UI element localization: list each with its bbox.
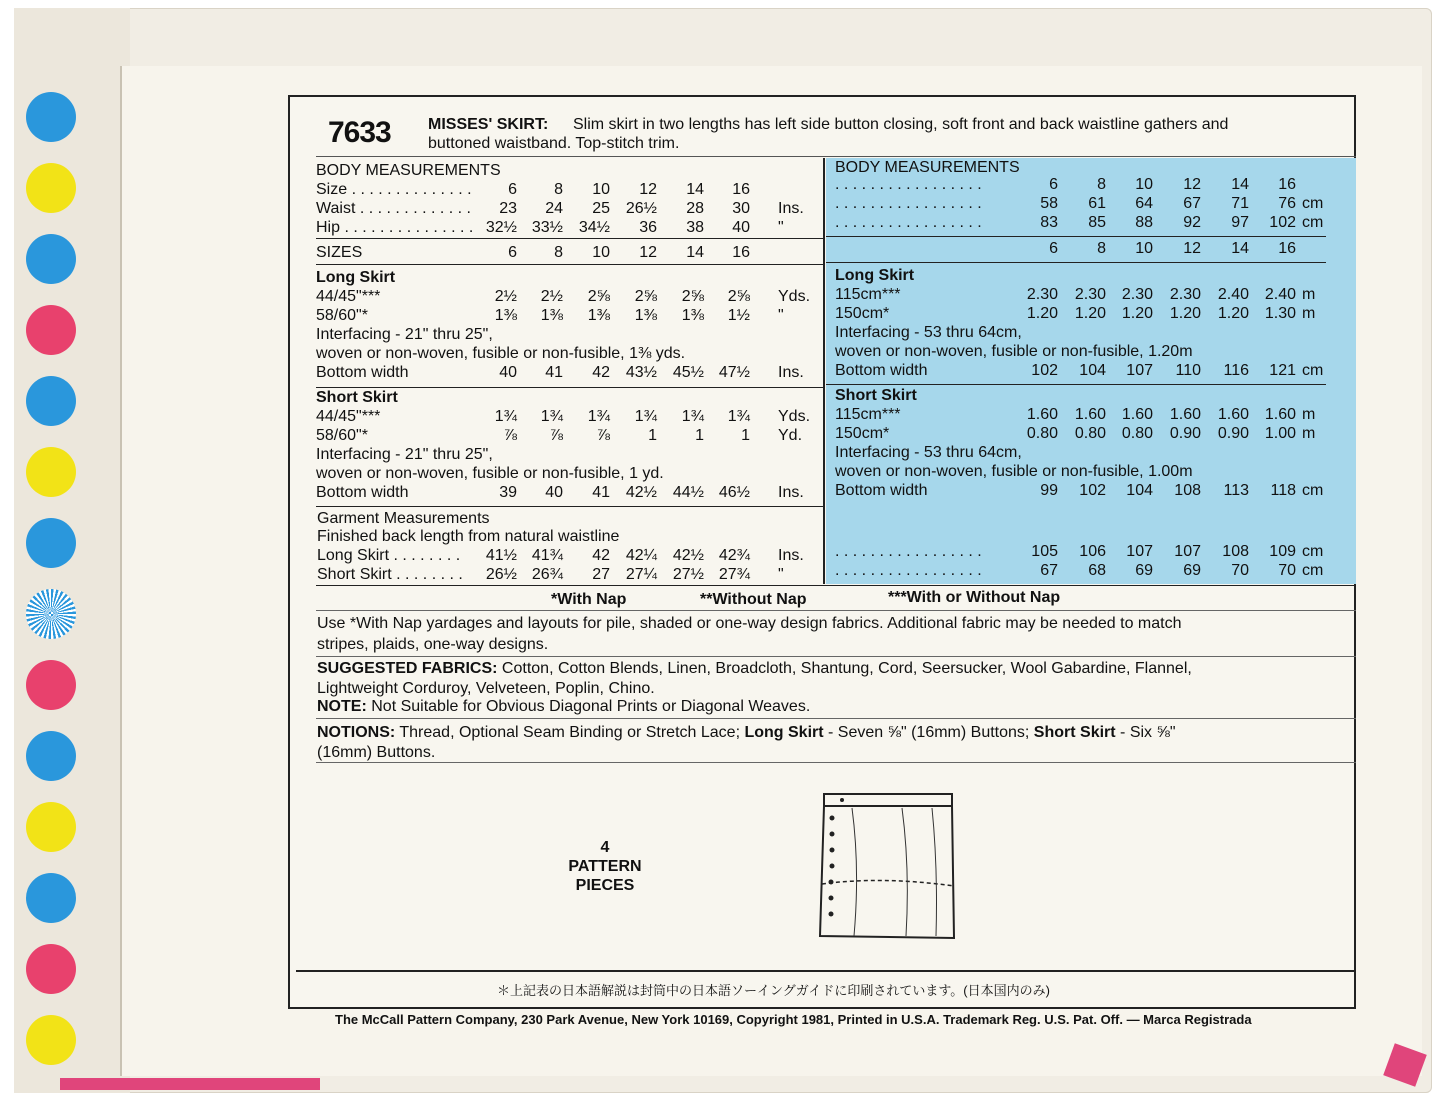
long-skirt-heading: Long Skirt <box>316 269 396 286</box>
metric-body-measurement-value: 12 <box>1183 176 1201 193</box>
metric-body-measurement-label: . . . . . . . . . . . . . . . . . <box>835 176 982 193</box>
bottom-width-value: 113 <box>1223 482 1249 499</box>
body-measurement-value: 16 <box>732 181 750 198</box>
center-divider <box>823 158 825 584</box>
yardage-unit: m <box>1302 425 1316 442</box>
yardage-value: 1¾ <box>727 408 750 425</box>
bottom-width-value: 45½ <box>672 364 704 381</box>
note-label: NOTE: <box>317 698 367 715</box>
rule-nap <box>316 610 1356 611</box>
rule-fabrics <box>316 718 1356 719</box>
rule-right-1 <box>826 236 1326 237</box>
pattern-pieces-label-1: PATTERN <box>568 858 642 875</box>
color-dot <box>26 802 76 852</box>
yardage-label: 58/60"* <box>316 427 368 444</box>
short-skirt-heading: Short Skirt <box>835 387 917 404</box>
yardage-value: 1⅜ <box>587 307 610 324</box>
body-measurement-value: 40 <box>732 219 750 236</box>
yardage-value: 1.30 <box>1264 305 1296 322</box>
metric-body-measurement-value: 58 <box>1040 195 1058 212</box>
size-value: 14 <box>686 244 704 261</box>
notions-short-label: Short Skirt <box>1033 724 1116 741</box>
body-measurement-value: 12 <box>639 181 657 198</box>
metric-garment-length-value: 109 <box>1269 543 1296 560</box>
yardage-value: 1 <box>741 427 750 444</box>
bottom-width-value: 42 <box>592 364 610 381</box>
metric-size-value: 12 <box>1183 240 1201 257</box>
metric-garment-length-value: 105 <box>1031 543 1058 560</box>
bottom-width-value: 116 <box>1223 362 1249 379</box>
metric-size-value: 8 <box>1097 240 1106 257</box>
suggested-fabrics-label: SUGGESTED FABRICS: <box>317 660 498 677</box>
bottom-width-value: 102 <box>1079 482 1106 499</box>
yardage-value: 0.80 <box>1121 425 1153 442</box>
nap-note-line-1: Use *With Nap yardages and layouts for pile, shaded or one-way design fabrics. Additional fabric may be needed to match <box>317 615 1182 632</box>
bottom-width-value: 44½ <box>672 484 704 501</box>
yardage-value: 2⅝ <box>681 288 704 305</box>
body-measurement-unit: Ins. <box>778 200 804 217</box>
nap-legend-with: *With Nap <box>551 591 627 608</box>
bottom-width-value: 42½ <box>625 484 657 501</box>
yardage-value: 2.30 <box>1026 286 1058 303</box>
color-dot <box>26 660 76 710</box>
metric-garment-length-value: 106 <box>1079 543 1106 560</box>
notions-text-a: Thread, Optional Seam Binding or Stretch Lace; <box>399 724 741 741</box>
bottom-width-value: 40 <box>499 364 517 381</box>
metric-body-measurement-value: 71 <box>1231 195 1249 212</box>
metric-body-measurement-value: 88 <box>1135 214 1153 231</box>
metric-body-measurement-unit: cm <box>1302 214 1324 231</box>
pink-edge-strip <box>60 1078 320 1090</box>
body-measurement-value: 30 <box>732 200 750 217</box>
body-measurement-value: 34½ <box>578 219 610 236</box>
yardage-label: 44/45"*** <box>316 408 381 425</box>
body-measurement-unit: " <box>778 219 784 236</box>
size-value: 6 <box>508 244 517 261</box>
yardage-value: 1.60 <box>1074 406 1106 423</box>
bottom-width-value: 107 <box>1126 362 1153 379</box>
yardage-value: ⅞ <box>596 427 610 444</box>
yardage-value: 1.60 <box>1264 406 1296 423</box>
bottom-width-value: 43½ <box>625 364 657 381</box>
yardage-value: ⅞ <box>503 427 517 444</box>
metric-body-measurement-value: 64 <box>1135 195 1153 212</box>
yardage-unit: Yds. <box>778 288 811 305</box>
interfacing-line-1: Interfacing - 21" thru 25", <box>316 446 493 463</box>
metric-garment-length-unit: cm <box>1302 562 1324 579</box>
bottom-width-label: Bottom width <box>835 362 928 379</box>
color-dot <box>26 873 76 923</box>
bottom-width-value: 39 <box>499 484 517 501</box>
yardage-unit: Yds. <box>778 408 811 425</box>
metric-garment-length-value: 69 <box>1183 562 1201 579</box>
metric-garment-length-value: 69 <box>1135 562 1153 579</box>
bottom-width-label: Bottom width <box>316 364 409 381</box>
garment-length-label: Long Skirt . . . . . . . . <box>317 547 461 564</box>
garment-length-label: Short Skirt . . . . . . . . <box>317 566 463 583</box>
body-measurement-value: 25 <box>592 200 610 217</box>
yardage-value: 0.90 <box>1217 425 1249 442</box>
bottom-width-value: 46½ <box>718 484 750 501</box>
yardage-label: 115cm*** <box>835 406 901 423</box>
suggested-fabrics-text: Cotton, Cotton Blends, Linen, Broadcloth, Shantung, Cord, Seersucker, Wool Gabardine, Flannel, <box>501 660 1192 677</box>
metric-body-measurements-heading: BODY MEASUREMENTS <box>835 159 1020 176</box>
bottom-width-value: 121 <box>1269 362 1296 379</box>
body-measurement-value: 8 <box>554 181 563 198</box>
metric-garment-length-value: 107 <box>1174 543 1201 560</box>
body-measurement-value: 24 <box>545 200 563 217</box>
garment-length-value: 27 <box>592 566 610 583</box>
metric-body-measurement-value: 83 <box>1040 214 1058 231</box>
yardage-unit: Yd. <box>778 427 803 444</box>
metric-body-measurement-value: 61 <box>1088 195 1106 212</box>
yardage-value: 1¾ <box>494 408 517 425</box>
color-dot <box>26 234 76 284</box>
bottom-width-unit: cm <box>1302 362 1324 379</box>
notions-text-b: - Seven ⅝" (16mm) Buttons; <box>828 724 1030 741</box>
yardage-unit: m <box>1302 305 1316 322</box>
yardage-value: 1.60 <box>1026 406 1058 423</box>
metric-garment-length-label: . . . . . . . . . . . . . . . . . <box>835 562 982 579</box>
color-dot <box>26 305 76 355</box>
nap-legend-without: **Without Nap <box>700 591 807 608</box>
metric-body-measurement-value: 67 <box>1183 195 1201 212</box>
metric-size-value: 6 <box>1049 240 1058 257</box>
yardage-value: 1⅜ <box>681 307 704 324</box>
metric-body-measurement-value: 8 <box>1097 176 1106 193</box>
publisher-footer: The McCall Pattern Company, 230 Park Avenue, New York 10169, Copyright 1981, Printed in U.S.A. Trademark Reg. U.S. Pat. Off. — Marca Registrada <box>335 1012 1252 1027</box>
yardage-value: 0.80 <box>1074 425 1106 442</box>
yardage-value: 0.90 <box>1169 425 1201 442</box>
metric-garment-length-value: 67 <box>1040 562 1058 579</box>
garment-length-value: 42½ <box>672 547 704 564</box>
bottom-width-value: 40 <box>545 484 563 501</box>
metric-garment-length-value: 108 <box>1222 543 1249 560</box>
long-skirt-heading: Long Skirt <box>835 267 915 284</box>
notions-long-label: Long Skirt <box>744 724 824 741</box>
color-dot <box>26 589 76 639</box>
yardage-label: 150cm* <box>835 425 890 442</box>
yardage-value: 2.30 <box>1121 286 1153 303</box>
yardage-value: 0.80 <box>1026 425 1058 442</box>
description-line-2: buttoned waistband. Top-stitch trim. <box>428 135 680 152</box>
yardage-label: 115cm*** <box>835 286 901 303</box>
color-dot <box>26 518 76 568</box>
body-measurement-value: 38 <box>686 219 704 236</box>
yardage-value: 1.20 <box>1026 305 1058 322</box>
yardage-value: 2⅝ <box>727 288 750 305</box>
interfacing-line-1: Interfacing - 53 thru 64cm, <box>835 444 1022 461</box>
note-line <box>317 698 810 716</box>
garment-measurements-subheading: Finished back length from natural waistline <box>317 528 620 545</box>
rule-garment <box>316 585 1356 586</box>
color-dot <box>26 376 76 426</box>
nap-legend-either: ***With or Without Nap <box>888 589 1061 606</box>
body-measurement-value: 33½ <box>531 219 563 236</box>
metric-body-measurement-value: 92 <box>1183 214 1201 231</box>
metric-garment-length-value: 68 <box>1088 562 1106 579</box>
color-dot <box>26 944 76 994</box>
color-dot <box>26 1015 76 1065</box>
suggested-fabrics-line-1 <box>317 660 1192 678</box>
garment-length-value: 26¾ <box>531 566 563 583</box>
bottom-width-value: 102 <box>1031 362 1058 379</box>
metric-body-measurement-value: 16 <box>1278 176 1296 193</box>
yardage-value: 1.60 <box>1217 406 1249 423</box>
color-dot <box>26 163 76 213</box>
pattern-title: MISSES' SKIRT: <box>428 116 549 133</box>
garment-length-value: 27¾ <box>718 566 750 583</box>
interfacing-line-2: woven or non-woven, fusible or non-fusible, 1⅜ yds. <box>316 345 686 362</box>
garment-length-unit: Ins. <box>778 547 804 564</box>
metric-body-measurement-unit: cm <box>1302 195 1324 212</box>
garment-length-value: 42 <box>592 547 610 564</box>
pattern-pieces-label-2: PIECES <box>575 877 635 894</box>
garment-length-value: 27½ <box>672 566 704 583</box>
rule-japanese-top <box>296 970 1356 972</box>
body-measurement-label: Hip . . . . . . . . . . . . . . . <box>316 219 474 236</box>
interfacing-line-1: Interfacing - 53 thru 64cm, <box>835 324 1022 341</box>
pattern-number: 7633 <box>328 116 391 149</box>
metric-garment-length-unit: cm <box>1302 543 1324 560</box>
metric-size-value: 16 <box>1278 240 1296 257</box>
yardage-value: 2.40 <box>1217 286 1249 303</box>
color-dot <box>26 92 76 142</box>
bottom-width-unit: cm <box>1302 482 1324 499</box>
rule-left-2 <box>316 264 823 265</box>
metric-body-measurement-value: 6 <box>1049 176 1058 193</box>
metric-body-measurement-value: 10 <box>1135 176 1153 193</box>
rule-right-3 <box>826 384 1326 385</box>
metric-garment-length-value: 107 <box>1126 543 1153 560</box>
size-value: 10 <box>592 244 610 261</box>
metric-garment-length-value: 70 <box>1278 562 1296 579</box>
notions-line-2: (16mm) Buttons. <box>317 744 436 761</box>
yardage-value: 1.20 <box>1217 305 1249 322</box>
color-dot <box>26 447 76 497</box>
body-measurement-value: 23 <box>499 200 517 217</box>
yardage-label: 150cm* <box>835 305 890 322</box>
yardage-value: 1.20 <box>1169 305 1201 322</box>
body-measurement-value: 14 <box>686 181 704 198</box>
yardage-unit: " <box>778 307 784 324</box>
body-measurement-value: 6 <box>508 181 517 198</box>
yardage-value: 2.30 <box>1169 286 1201 303</box>
metric-body-measurement-value: 85 <box>1088 214 1106 231</box>
yardage-value: 1⅜ <box>634 307 657 324</box>
yardage-value: 2.40 <box>1264 286 1296 303</box>
notions-text-c: - Six ⅝" <box>1120 724 1176 741</box>
garment-length-value: 41¾ <box>531 547 563 564</box>
metric-body-measurement-value: 14 <box>1231 176 1249 193</box>
metric-garment-length-label: . . . . . . . . . . . . . . . . . <box>835 543 982 560</box>
rule-right-2 <box>826 262 1326 263</box>
interfacing-line-2: woven or non-woven, fusible or non-fusible, 1.00m <box>835 463 1193 480</box>
skirt-illustration <box>812 788 960 944</box>
yardage-value: 1.00 <box>1264 425 1296 442</box>
yardage-value: 2½ <box>540 288 563 305</box>
size-value: 12 <box>639 244 657 261</box>
bottom-width-value: 104 <box>1079 362 1106 379</box>
interfacing-line-2: woven or non-woven, fusible or non-fusible, 1.20m <box>835 343 1193 360</box>
yardage-value: 1.60 <box>1121 406 1153 423</box>
body-measurement-label: Waist . . . . . . . . . . . . . <box>316 200 471 217</box>
notions-label: NOTIONS: <box>317 724 396 741</box>
yardage-label: 44/45"*** <box>316 288 381 305</box>
body-measurement-value: 28 <box>686 200 704 217</box>
bottom-width-label: Bottom width <box>835 482 928 499</box>
yardage-value: 2.30 <box>1074 286 1106 303</box>
rule-left-1 <box>316 238 823 239</box>
body-measurement-value: 26½ <box>625 200 657 217</box>
interfacing-line-2: woven or non-woven, fusible or non-fusible, 1 yd. <box>316 465 664 482</box>
body-measurement-value: 10 <box>592 181 610 198</box>
bottom-width-value: 108 <box>1174 482 1201 499</box>
body-measurement-value: 36 <box>639 219 657 236</box>
suggested-fabrics-line-2: Lightweight Corduroy, Velveteen, Poplin, Chino. <box>317 680 655 697</box>
rule-note <box>316 656 1356 657</box>
yardage-value: 1.20 <box>1074 305 1106 322</box>
metric-garment-length-value: 70 <box>1231 562 1249 579</box>
note-text: Not Suitable for Obvious Diagonal Prints or Diagonal Weaves. <box>371 698 811 715</box>
notions-line-1 <box>317 724 1176 742</box>
garment-length-value: 26½ <box>485 566 517 583</box>
yardage-value: 1⅜ <box>494 307 517 324</box>
yardage-value: 1.60 <box>1169 406 1201 423</box>
rule-notions <box>316 762 1356 763</box>
bottom-width-label: Bottom width <box>316 484 409 501</box>
yardage-value: 1¾ <box>587 408 610 425</box>
body-measurement-value: 32½ <box>485 219 517 236</box>
body-measurements-heading: BODY MEASUREMENTS <box>316 162 501 179</box>
yardage-value: 1 <box>648 427 657 444</box>
rule-left-3 <box>316 387 823 388</box>
size-value: 8 <box>554 244 563 261</box>
bottom-width-unit: Ins. <box>778 364 804 381</box>
metric-body-measurement-value: 97 <box>1231 214 1249 231</box>
metric-body-measurement-label: . . . . . . . . . . . . . . . . . <box>835 195 982 212</box>
interfacing-line-1: Interfacing - 21" thru 25", <box>316 326 493 343</box>
yardage-label: 58/60"* <box>316 307 368 324</box>
header-rule <box>316 156 1356 157</box>
bottom-width-value: 104 <box>1126 482 1153 499</box>
bottom-width-value: 99 <box>1040 482 1058 499</box>
color-dot-strip <box>22 92 82 1092</box>
metric-size-value: 14 <box>1231 240 1249 257</box>
yardage-value: 2½ <box>494 288 517 305</box>
yardage-value: ⅞ <box>549 427 563 444</box>
yardage-value: 1½ <box>727 307 750 324</box>
garment-length-unit: " <box>778 566 784 583</box>
garment-length-value: 42¼ <box>625 547 657 564</box>
yardage-value: 1.20 <box>1121 305 1153 322</box>
metric-body-measurement-value: 76 <box>1278 195 1296 212</box>
metric-body-measurement-value: 102 <box>1269 214 1296 231</box>
garment-length-value: 27¼ <box>625 566 657 583</box>
nap-note-line-2: stripes, plaids, one-way designs. <box>317 636 549 653</box>
yardage-value: 1 <box>695 427 704 444</box>
yardage-value: 1⅜ <box>540 307 563 324</box>
bottom-width-value: 118 <box>1270 482 1296 499</box>
bottom-width-unit: Ins. <box>778 484 804 501</box>
bottom-width-value: 41 <box>592 484 610 501</box>
metric-size-value: 10 <box>1135 240 1153 257</box>
yardage-value: 1¾ <box>681 408 704 425</box>
japanese-note: ＊上記表の日本語解説は封筒中の日本語ソーイングガイドに印刷されています。(日本国内のみ) <box>497 983 1050 998</box>
yardage-value: 1¾ <box>634 408 657 425</box>
bottom-width-value: 41 <box>545 364 563 381</box>
garment-measurements-heading: Garment Measurements <box>317 510 490 527</box>
yardage-unit: m <box>1302 406 1316 423</box>
yardage-value: 2⅝ <box>634 288 657 305</box>
bottom-width-value: 47½ <box>718 364 750 381</box>
sizes-label: SIZES <box>316 244 363 261</box>
body-measurement-label: Size . . . . . . . . . . . . . . <box>316 181 472 198</box>
description-line-1: Slim skirt in two lengths has left side button closing, soft front and back waistline gathers and <box>573 116 1229 133</box>
pattern-pieces-count: 4 <box>600 839 610 856</box>
yardage-value: 2⅝ <box>587 288 610 305</box>
bottom-width-value: 110 <box>1175 362 1201 379</box>
metric-body-measurement-label: . . . . . . . . . . . . . . . . . <box>835 214 982 231</box>
yardage-unit: m <box>1302 286 1316 303</box>
short-skirt-heading: Short Skirt <box>316 389 398 406</box>
yardage-value: 1¾ <box>540 408 563 425</box>
garment-length-value: 42¾ <box>718 547 750 564</box>
rule-left-4 <box>316 506 823 507</box>
size-value: 16 <box>732 244 750 261</box>
garment-length-value: 41½ <box>485 547 517 564</box>
color-dot <box>26 731 76 781</box>
